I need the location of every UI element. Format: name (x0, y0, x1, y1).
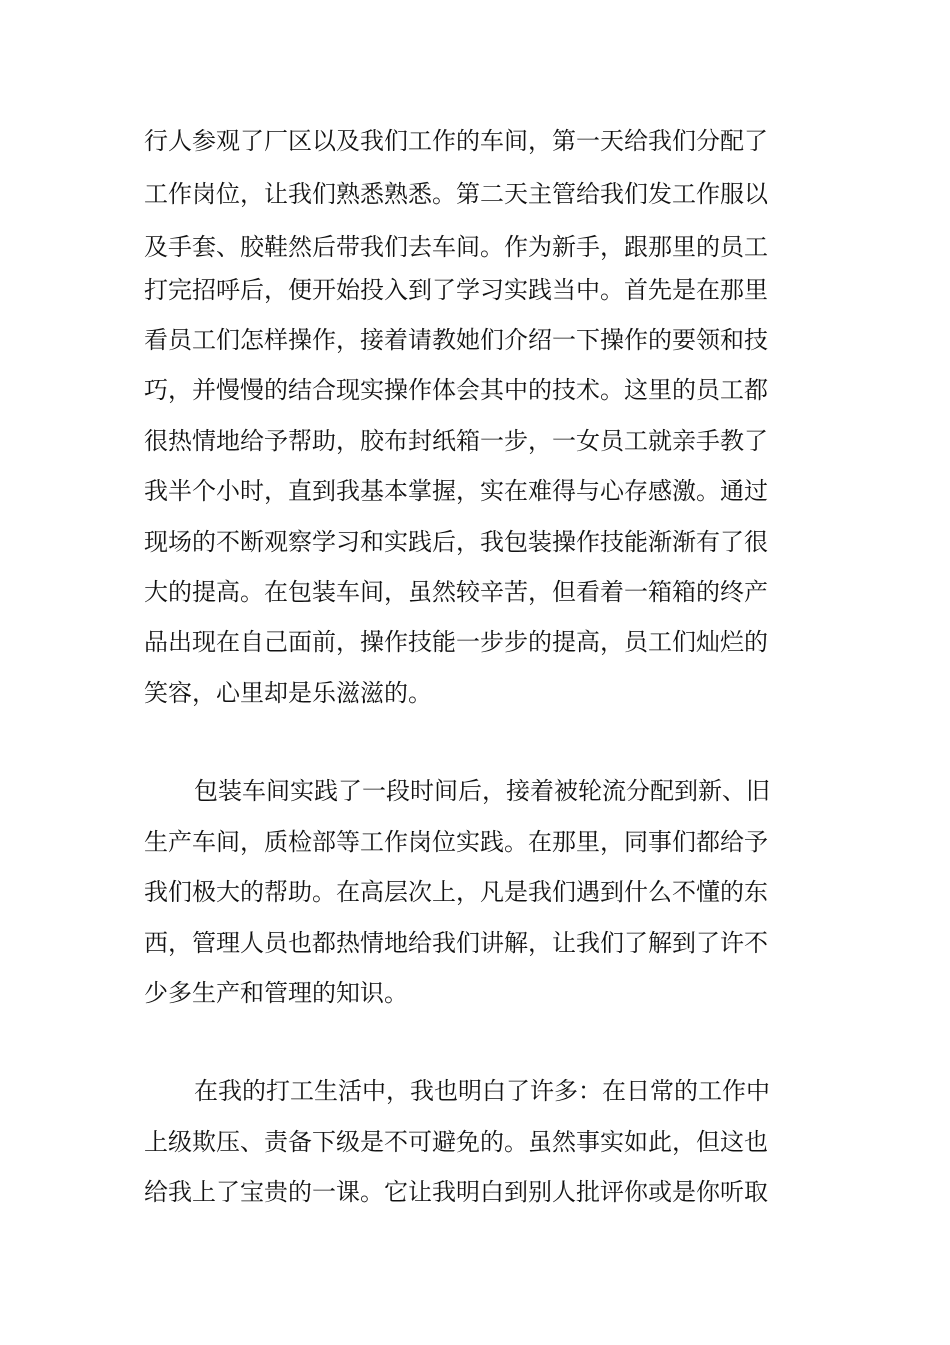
paragraph-1-line-4: 打完招呼后，便开始投入到了学习实践当中。首先是在那里 (144, 276, 768, 304)
paragraph-1-line-8: 我半个小时，直到我基本掌握，实在难得与心存感激。通过 (144, 477, 768, 505)
paragraph-1-line-3: 及手套、胶鞋然后带我们去车间。作为新手，跟那里的员工 (144, 233, 768, 261)
paragraph-1-line-9: 现场的不断观察学习和实践后，我包装操作技能渐渐有了很 (144, 528, 768, 556)
paragraph-1-line-5: 看员工们怎样操作，接着请教她们介绍一下操作的要领和技 (144, 326, 768, 354)
paragraph-2-line-5: 少多生产和管理的知识。 (144, 979, 408, 1007)
paragraph-2-line-3: 我们极大的帮助。在高层次上，凡是我们遇到什么不懂的东 (144, 878, 768, 906)
paragraph-1-line-1: 行人参观了厂区以及我们工作的车间，第一天给我们分配了 (144, 127, 768, 155)
paragraph-2-line-4: 西，管理人员也都热情地给我们讲解，让我们了解到了许不 (144, 929, 768, 957)
paragraph-1-line-10: 大的提高。在包装车间，虽然较辛苦，但看着一箱箱的终产 (144, 578, 768, 606)
paragraph-1-line-2: 工作岗位，让我们熟悉熟悉。第二天主管给我们发工作服以 (144, 180, 768, 208)
paragraph-2-line-1: 包装车间实践了一段时间后，接着被轮流分配到新、旧 (194, 777, 770, 805)
paragraph-2-line-2: 生产车间，质检部等工作岗位实践。在那里，同事们都给予 (144, 828, 768, 856)
paragraph-1-line-7: 很热情地给予帮助，胶布封纸箱一步，一女员工就亲手教了 (144, 427, 768, 455)
paragraph-1-line-12: 笑容，心里却是乐滋滋的。 (144, 679, 432, 707)
paragraph-1-line-6: 巧，并慢慢的结合现实操作体会其中的技术。这里的员工都 (144, 376, 768, 404)
paragraph-3-line-3: 给我上了宝贵的一课。它让我明白到别人批评你或是你听取 (144, 1178, 768, 1206)
paragraph-3-line-1: 在我的打工生活中，我也明白了许多：在日常的工作中 (194, 1077, 770, 1105)
paragraph-3-line-2: 上级欺压、责备下级是不可避免的。虽然事实如此，但这也 (144, 1128, 768, 1156)
paragraph-1-line-11: 品出现在自己面前，操作技能一步步的提高，员工们灿烂的 (144, 628, 768, 656)
